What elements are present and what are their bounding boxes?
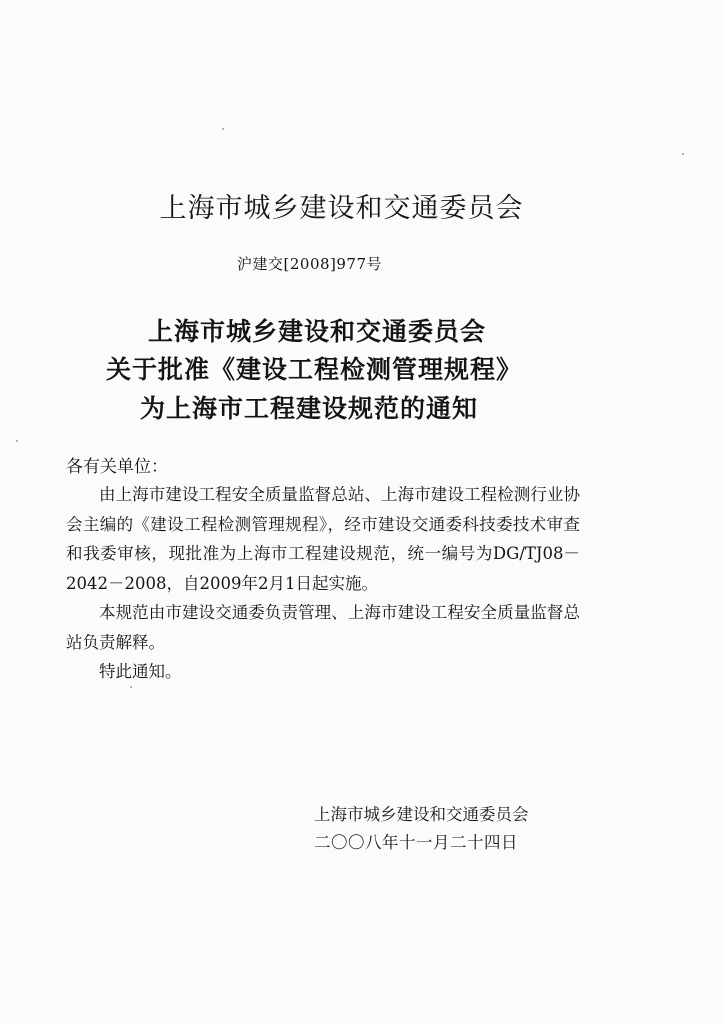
title-line-3: 为上海市工程建设规范的通知 [140,394,479,423]
salutation: 各有关单位： [66,457,168,477]
title-line-2: 关于批准《建设工程检测管理规程》 [106,355,523,384]
signature-date: 二〇〇八年十一月二十四日 [314,833,518,852]
title-line-1: 上海市城乡建设和交通委员会 [148,317,487,346]
notice-body [66,480,580,687]
scan-speck [222,128,224,130]
paragraph-approval: 由上海市建设工程安全质量监督总站、上海市建设工程检测行业协会主编的《建设工程检测管理规程》，经市建设交通委科技委技术审查和我委审核，现批准为上海市工程建设规范，统一编号为DG/TJ08－2042－2008，自2009年2月1日起实施。 [66,485,580,593]
issuer-heading [0,186,723,225]
issuer-name: 上海市城乡建设和交通委员会 [159,193,524,224]
scan-speck [130,686,132,688]
scan-speck [16,440,18,442]
document-number: 沪建交[2008]977号 [237,255,383,273]
scan-speck [682,153,684,155]
paragraph-responsibility: 本规范由市建设交通委负责管理、上海市建设工程安全质量监督总站负责解释。 [66,603,580,652]
paragraph-closing: 特此通知。 [99,662,182,681]
signer: 上海市城乡建设和交通委员会 [314,805,529,824]
